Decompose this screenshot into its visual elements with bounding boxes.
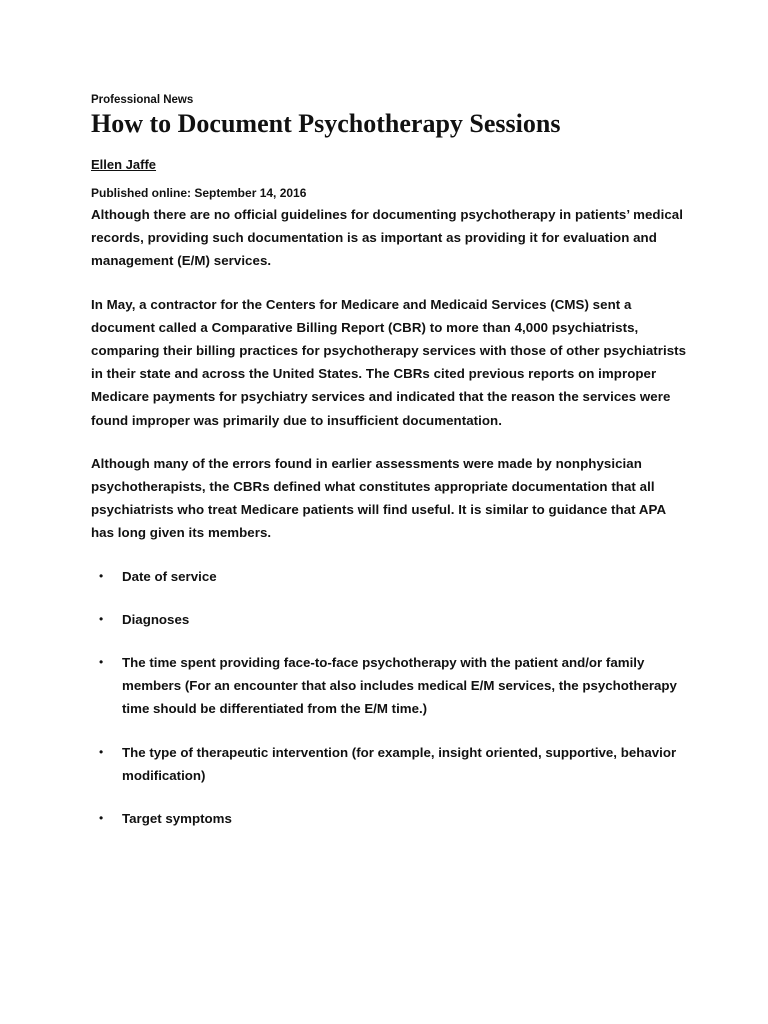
list-item-text: The type of therapeutic intervention (for example, insight oriented, supportive, behavior modification) <box>122 744 677 783</box>
bullet-icon: • <box>99 655 104 670</box>
list-item-text: Date of service <box>122 568 217 584</box>
section-label: Professional News <box>91 94 194 106</box>
article <box>91 92 691 850</box>
bullet-icon: • <box>99 744 104 759</box>
list-item <box>91 807 691 830</box>
list-item-text: The time spent providing face-to-face psychotherapy with the patient and/or family members (For an encounter that also includes medical E/M services, the psychotherapy time should be differentiated from the E/M time.) <box>122 655 677 717</box>
list-item <box>91 565 691 588</box>
list-item-text: Target symptoms <box>122 811 232 827</box>
paragraph-guidance: Although many of the errors found in earlier assessments were made by nonphysician psychotherapists, the CBRs defined what constitutes appropriate documentation that all psychiatrists who treat Medicare patients will find useful. It is similar to guidance that APA has long given its members. <box>91 455 666 541</box>
list-item <box>91 608 691 631</box>
paragraph-intro: Although there are no official guidelines for documenting psychotherapy in patients’ medical records, providing such documentation is as important as providing it for evaluation and management (E/M) services. <box>91 207 683 269</box>
author-link[interactable]: Ellen Jaffe <box>91 157 157 172</box>
published-date: Published online: September 14, 2016 <box>91 186 307 200</box>
list-item-text: Diagnoses <box>122 611 190 627</box>
article-title: How to Document Psychotherapy Sessions <box>91 109 561 138</box>
list-item <box>91 651 691 721</box>
bullet-icon: • <box>99 811 104 826</box>
documentation-list <box>91 565 691 831</box>
bullet-icon: • <box>99 611 104 626</box>
bullet-icon: • <box>99 568 104 583</box>
paragraph-cms: In May, a contractor for the Centers for Medicare and Medicaid Services (CMS) sent a document called a Comparative Billing Report (CBR) to more than 4,000 psychiatrists, comparing their billing practices for psychotherapy services with those of other psychiatrists in their state and across the United States. The CBRs cited previous reports on improper Medicare payments for psychiatry services and indicated that the reason the services were found improper was primarily due to insufficient documentation. <box>91 296 687 428</box>
list-item <box>91 741 691 787</box>
